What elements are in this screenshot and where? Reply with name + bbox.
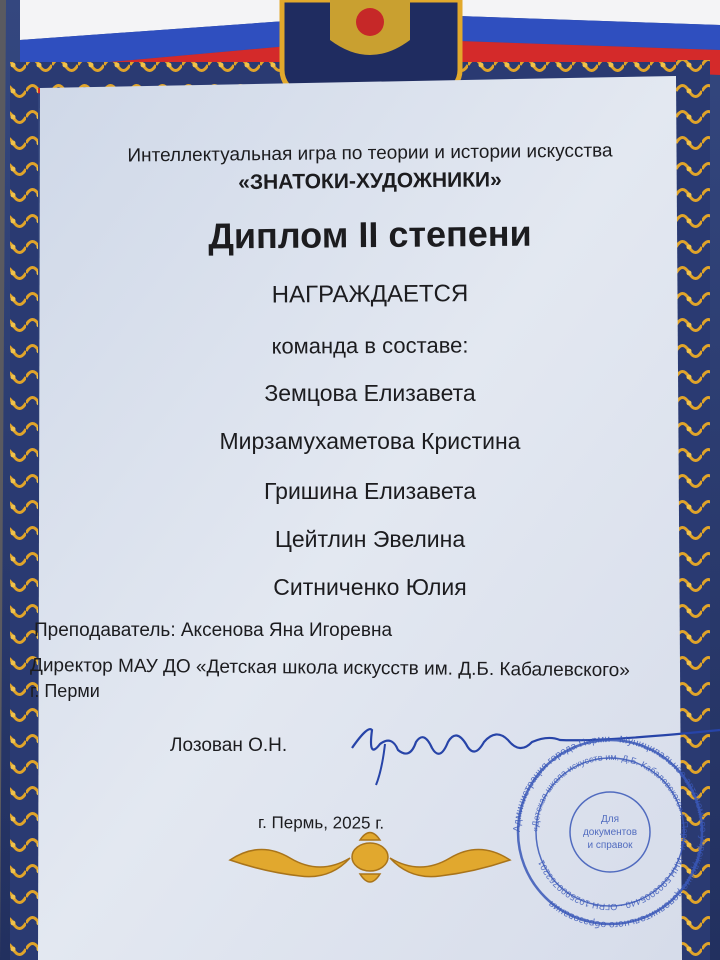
director-city: г. Перми	[30, 681, 100, 701]
awarded-heading: НАГРАЖДАЕТСЯ	[271, 280, 469, 309]
stamp-inner-text: «Детская школа искусств им. Д.Б. Кабалевского» г. Перми · ИНН 5903005440 · ОГРН 1025900763201	[529, 751, 691, 913]
stamp-center-line: и справок	[587, 840, 633, 851]
signer-name: Лозован О.Н.	[170, 735, 288, 756]
team-intro: команда в составе:	[271, 332, 469, 359]
diploma-title: Диплом II степени	[208, 212, 532, 257]
team-member: Мирзамухаметова Кристина	[219, 428, 521, 454]
director-line: Директор МАУ ДО «Детская школа искусств им. Д.Б. Кабалевского»	[29, 655, 630, 682]
stamp-center-line: документов	[582, 827, 638, 838]
event-name: «ЗНАТОКИ-ХУДОЖНИКИ»	[238, 168, 502, 195]
team-member: Ситниченко Юлия	[273, 574, 467, 600]
teacher-line: Преподаватель: Аксенова Яна Игоревна	[34, 620, 393, 641]
team-member: Земцова Елизавета	[264, 380, 476, 406]
stamp-outer-text: Администрация города Перми · Муниципальное автономное учреждение дополнительного образования	[511, 733, 709, 931]
place-and-year: г. Пермь, 2025 г.	[257, 813, 385, 833]
team-member: Гришина Елизавета	[264, 478, 476, 504]
stamp-center-line: Для	[600, 814, 620, 825]
event-description: Интеллектуальная игра по теории и истории искусства	[127, 140, 613, 167]
team-member: Цейтлин Эвелина	[274, 526, 466, 552]
